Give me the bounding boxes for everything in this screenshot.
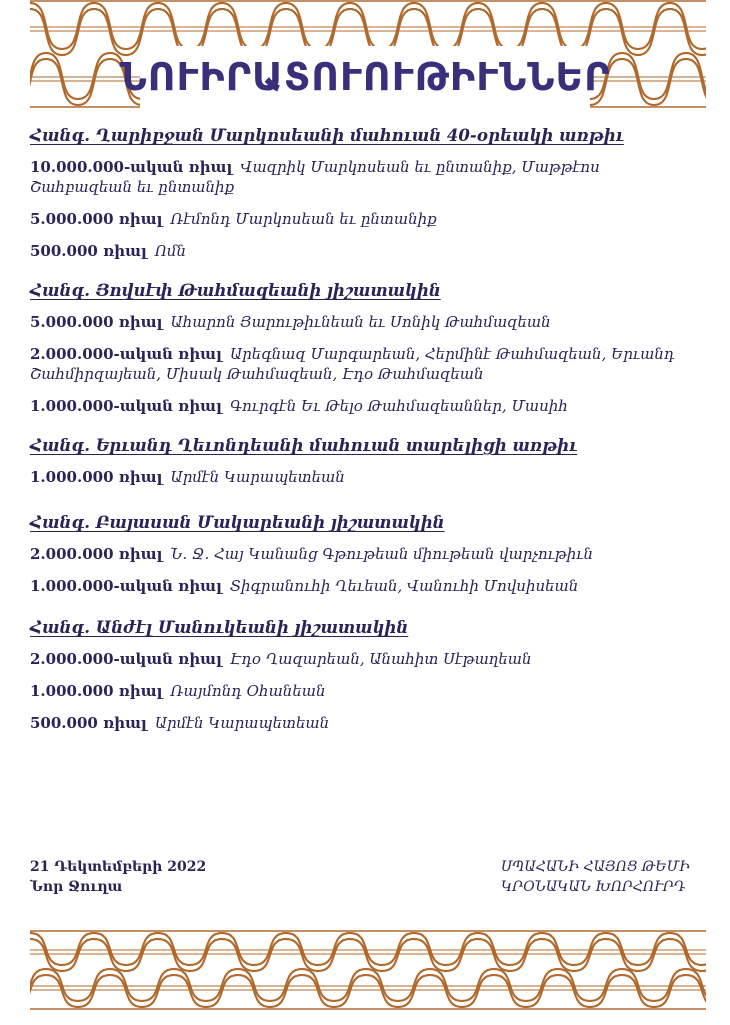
braid-border-bottom [30,930,706,1010]
section-heading: Հանգ. Անժէլ Մանուկեանի յիշատակին [30,618,409,637]
donor-names: Արմէն Կարապետեան [170,468,345,486]
donation-amount: 5.000.000 ռիալ [30,313,163,331]
donor-names: Ռէմոնդ Մարկոսեան եւ ընտանիք [170,210,437,228]
footer-place: Նոր Ջուղա [30,879,123,895]
donation-entry [30,312,702,332]
donation-entry [30,157,702,197]
donation-amount: 10.000.000-ական ռիալ [30,158,233,176]
donation-amount: 2.000.000-ական ռիալ [30,345,222,363]
donation-entry [30,241,702,261]
donor-names: Ահարոն Յարութիւնեան եւ Սոնիկ Թահմազեան [170,313,551,331]
donation-amount: 500.000 ռիալ [30,714,147,732]
donation-amount: 5.000.000 ռիալ [30,210,163,228]
donation-section [30,513,702,596]
footer-date-place [30,857,206,897]
donor-names: Արեգնազ Մարգարեան, Հերմինէ Թահմազեան, Երւանդ Շահմիրզայեան, Միսակ Թահմազեան, Էդօ Թահմազեան [30,345,675,383]
donation-entry [30,209,702,229]
donor-names: Տիգրանուհի Ղեւեան, Վանուհի Մովսիսեան [229,577,579,595]
title-banner [119,46,611,108]
footer-date: 21 Դեկտեմբերի 2022 [30,859,207,875]
donor-names: Գուրգէն Եւ Թելօ Թահմազեաններ, Մասիհ [229,397,568,415]
donations-list [30,118,702,745]
donation-amount: 1.000.000-ական ռիալ [30,577,222,595]
donor-names: Արմէն Կարապետեան [154,714,330,732]
donation-amount: 1.000.000 ռիալ [30,468,163,486]
donation-entry [30,576,702,596]
donation-entry [30,396,702,416]
donor-names: Վազրիկ Մարկոսեան եւ ընտանիք, Մաթթէոս Շահբազեան եւ ընտանիք [30,158,600,196]
section-heading: Հանգ. Յովսէփ Թահմազեանի յիշատակին [30,281,441,300]
donation-amount: 2.000.000 ռիալ [30,545,163,563]
footer-signature [501,857,690,897]
donation-amount: 1.000.000 ռիալ [30,682,163,700]
donation-amount: 2.000.000-ական ռիալ [30,650,222,668]
section-heading: Հանգ. Ղարիբջան Մարկոսեանի մահուան 40-օրեակի առթիւ [30,126,624,145]
donation-entry [30,344,702,384]
donation-amount: 1.000.000-ական ռիալ [30,397,222,415]
donation-entry [30,713,702,733]
donation-entry [30,681,702,701]
donation-section [30,618,702,733]
section-heading: Հանգ. Երւանդ Ղեւոնդեանի մահուան տարելիցի առթիւ [30,436,578,455]
donation-amount: 500.000 ռիալ [30,242,147,260]
donation-entry [30,649,702,669]
donation-entry [30,544,702,564]
donor-names: Ոմն [154,242,187,260]
donation-section [30,126,702,261]
footer-org-line2: ԿՐՕՆԱԿԱՆ ԽՈՐՀՈՒՐԴ [501,879,686,895]
donor-names: Ն. Ջ. Հայ Կանանց Գթութեան միութեան վարչութիւն [170,545,594,563]
donation-entry [30,467,702,487]
donation-section [30,436,702,487]
donation-section [30,281,702,416]
section-heading: Հանգ. Բայասան Մակարեանի յիշատակին [30,513,445,532]
footer-org-line1: ՍՊԱՀԱՆԻ ՀԱՅՈՑ ԹԵՄԻ [501,859,690,875]
donor-names: Էդօ Ղազարեան, Անահիտ Սէթաղեան [229,650,532,668]
page-title: ՆՈՒԻՐԱՏՈՒՈՒԹԻՒՆՆԵՐ [119,55,611,99]
donor-names: Ռայմոնդ Օհանեան [170,682,326,700]
